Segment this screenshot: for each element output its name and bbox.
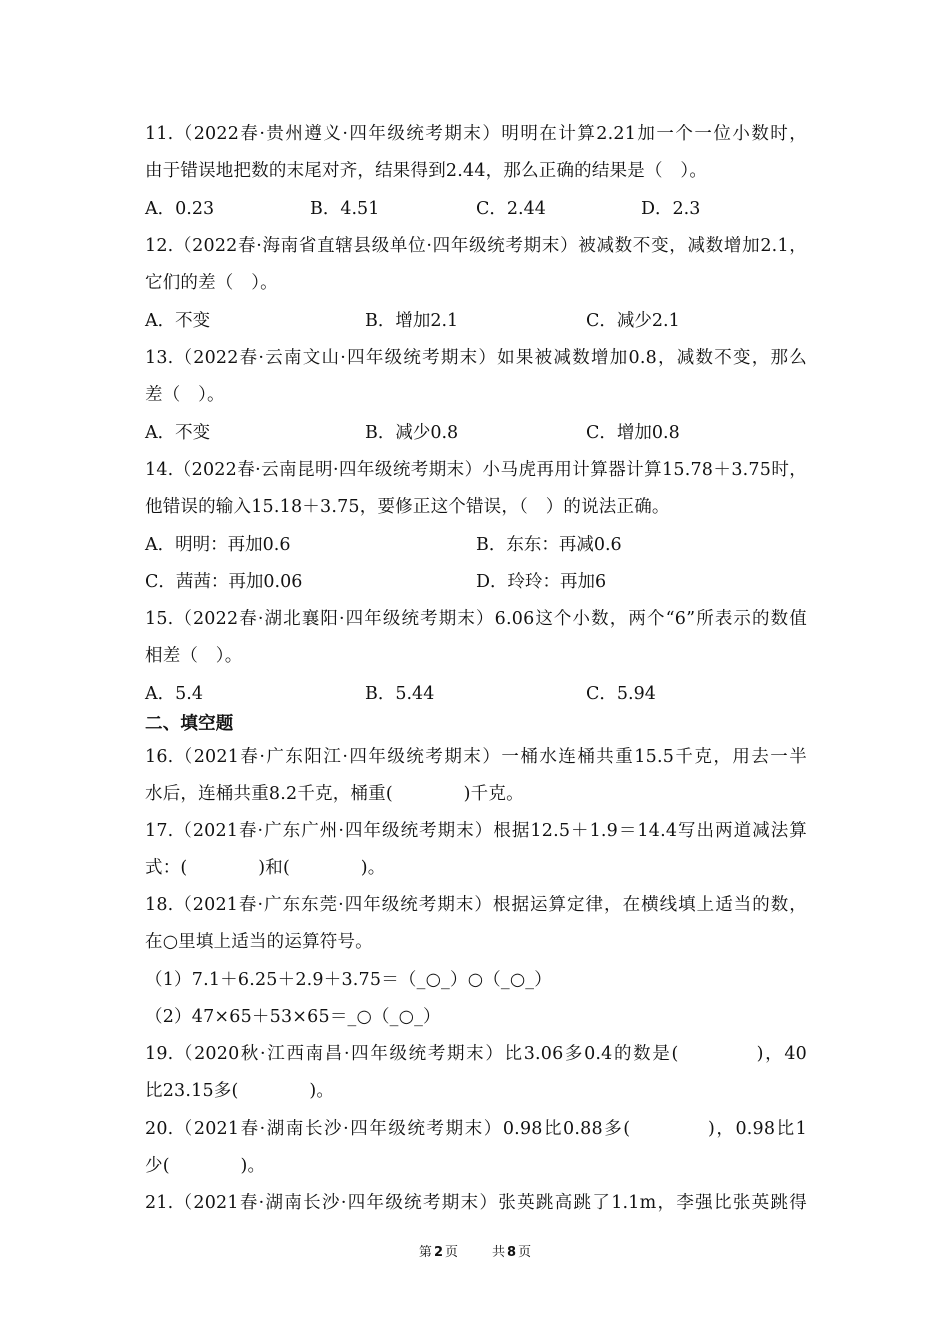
question-15-option-b: B．5.44 <box>365 684 435 704</box>
question-12-option-b: B．增加2.1 <box>365 311 459 331</box>
question-20-line-1: 20.（2021春·湖南长沙·四年级统考期末）0.98比0.88多( )，0.98比1 <box>145 1119 807 1139</box>
question-14-option-a: A．明明：再加0.6 <box>145 535 291 555</box>
question-12-option-c: C．减少2.1 <box>586 311 680 331</box>
question-12-line-2: 它们的差（ ）。 <box>145 273 278 293</box>
question-15-line-1: 15.（2022春·湖北襄阳·四年级统考期末）6.06这个小数，两个“6”所表示的数值 <box>145 609 807 629</box>
question-11-option-a: A．0.23 <box>145 199 215 219</box>
question-15-option-c: C．5.94 <box>586 684 656 704</box>
footer-di: 第 <box>418 1245 432 1260</box>
question-14-option-d: D．玲玲：再加6 <box>476 572 607 592</box>
question-15-option-a: A．5.4 <box>145 684 203 704</box>
question-18-line-2: 在○里填上适当的运算符号。 <box>145 932 373 952</box>
question-19-line-1: 19.（2020秋·江西南昌·四年级统考期末）比3.06多0.4的数是( )，40 <box>145 1044 807 1064</box>
footer-total-pages: 8 <box>507 1245 517 1260</box>
question-12-line-1: 12.（2022春·海南省直辖县级单位·四年级统考期末）被减数不变，减数增加2.1， <box>145 236 807 256</box>
question-11-option-d: D．2.3 <box>641 199 701 219</box>
question-12-option-a: A．不变 <box>145 311 211 331</box>
question-19-line-2: 比23.15多( )。 <box>145 1081 335 1101</box>
question-14-line-1: 14.（2022春·云南昆明·四年级统考期末）小马虎再用计算器计算15.78＋3.75时， <box>145 460 807 480</box>
question-21-line-1: 21.（2021春·湖南长沙·四年级统考期末）张英跳高跳了1.1m，李强比张英跳得 <box>145 1193 807 1213</box>
footer-gong: 共 <box>492 1245 506 1260</box>
page-footer <box>0 1243 950 1263</box>
question-20-line-2: 少( )。 <box>145 1156 266 1176</box>
question-17-line-1: 17.（2021春·广东广州·四年级统考期末）根据12.5＋1.9＝14.4写出两道减法算 <box>145 821 807 841</box>
question-13-line-2: 差（ ）。 <box>145 385 225 405</box>
question-15-line-2: 相差（ ）。 <box>145 646 243 666</box>
question-13-option-a: A．不变 <box>145 423 211 443</box>
question-11-option-b: B．4.51 <box>310 199 380 219</box>
footer-page-number: 2 <box>433 1245 443 1260</box>
question-13-option-b: B．减少0.8 <box>365 423 459 443</box>
question-13-line-1: 13.（2022春·云南文山·四年级统考期末）如果被减数增加0.8，减数不变，那么 <box>145 348 807 368</box>
question-14-option-c: C．茜茜：再加0.06 <box>145 572 303 592</box>
question-18-sub-1: （1）7.1＋6.25＋2.9＋3.75＝（_○_）○（_○_） <box>145 970 552 990</box>
question-11-line-1: 11.（2022春·贵州遵义·四年级统考期末）明明在计算2.21加一个一位小数时， <box>145 124 807 144</box>
question-14-option-b: B．东东：再减0.6 <box>476 535 622 555</box>
question-14-line-2: 他错误的输入15.18＋3.75，要修正这个错误，（ ）的说法正确。 <box>145 497 670 517</box>
question-11-option-c: C．2.44 <box>476 199 546 219</box>
question-16-line-2: 水后，连桶共重8.2千克，桶重( )千克。 <box>145 784 524 804</box>
question-18-line-1: 18.（2021春·广东东莞·四年级统考期末）根据运算定律，在横线填上适当的数， <box>145 895 807 915</box>
question-13-option-c: C．增加0.8 <box>586 423 680 443</box>
footer-ye: 页 <box>444 1245 458 1260</box>
question-11-line-2: 由于错误地把数的末尾对齐，结果得到2.44，那么正确的结果是（ ）。 <box>145 161 708 181</box>
question-18-sub-2: （2）47×65＋53×65＝_○（_○_） <box>145 1007 441 1027</box>
section-heading-fill-in: 二、填空题 <box>145 714 234 734</box>
question-16-line-1: 16.（2021春·广东阳江·四年级统考期末）一桶水连桶共重15.5千克，用去一半 <box>145 747 807 767</box>
question-17-line-2: 式：( )和( )。 <box>145 858 386 878</box>
footer-ye-2: 页 <box>518 1245 532 1260</box>
